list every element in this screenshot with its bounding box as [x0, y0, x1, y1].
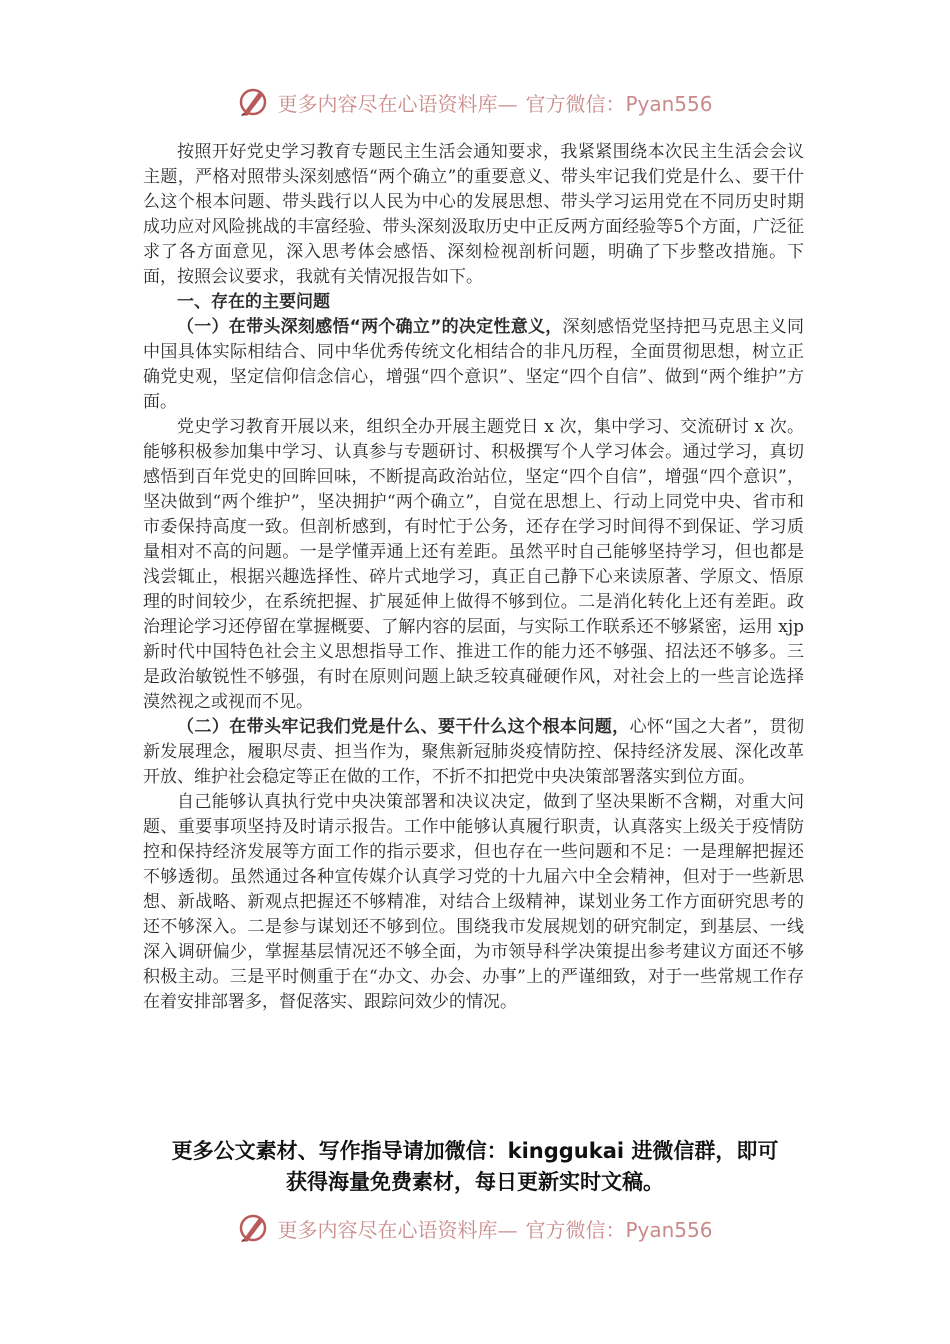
pen-in-circle-icon — [237, 1212, 269, 1244]
watermark-wechat: 官方微信：Pyan556 — [525, 1217, 713, 1242]
intro-paragraph: 按照开好党史学习教育专题民主生活会通知要求，我紧紧围绕本次民主生活会会议主题，严格对照带头深刻感悟“两个确立”的重要意义、带头牢记我们党是什么、要干什么这个根本问题、带头践行以人民为中心的发展思想、带头学习运用党在不同历史时期成功应对风险挑战的丰富经验、带头深刻汲取历史中正反两方面经验等5个方面，广泛征求了各方面意见，深入思考体会感悟、深刻检视剖析问题，明确了下步整改措施。下面，按照会议要求，我就有关情况报告如下。 — [143, 142, 804, 287]
promo-line-1: 更多公文素材、写作指导请加微信：kinggukai 进微信群，即可 — [171, 1139, 779, 1163]
document-body — [143, 140, 804, 1015]
promo-line-2: 获得海量免费素材，每日更新实时文稿。 — [286, 1170, 664, 1194]
item1-detail-paragraph: 党史学习教育开展以来，组织全办开展主题党日 x 次，集中学习、交流研讨 x 次。能够积极参加集中学习、认真参与专题研讨、积极撰写个人学习体会。通过学习，真切感悟到百年党史的回眸回味，不断提高政治站位，坚定“四个自信”，增强“四个意识”，坚决做到“两个维护”，坚决拥护“两个确立”，自觉在思想上、行动上同党中央、省市和市委保持高度一致。但剖析感到，有时忙于公务，还存在学习时间得不到保证、学习质量相对不高的问题。一是学懂弄通上还有差距。虽然平时自己能够坚持学习，但也都是浅尝辄止，根据兴趣选择性、碎片式地学习，真正自己静下心来读原著、学原文、悟原理的时间较少，在系统把握、扩展延伸上做得不够到位。二是消化转化上还有差距。政治理论学习还停留在掌握概要、了解内容的层面，与实际工作联系还不够紧密，运用 xjp 新时代中国特色社会主义思想指导工作、推进工作的能力还不够强、招法还不够多。三是政治敏锐性不够强，有时在原则问题上缺乏较真碰硬作风，对社会上的一些言论选择漠然视之或视而不见。 — [143, 417, 804, 712]
watermark-wechat: 官方微信：Pyan556 — [525, 91, 713, 116]
watermark-header — [0, 82, 950, 122]
item2-lead: （二）在带头牢记我们党是什么、要干什么这个根本问题， — [177, 717, 630, 737]
item1-lead: （一）在带头深刻感悟“两个确立”的决定性意义， — [177, 317, 563, 337]
item2-paragraph — [143, 715, 804, 790]
pen-in-circle-icon — [237, 86, 269, 118]
item2-text: 心怀“国之大者”，贯彻新发展理念，履职尽责、担当作为，聚焦新冠肺炎疫情防控、保持经济发展、深化改革开放、维护社会稳定等正在做的工作，不折不扣把党中央决策部署落实到位方面。 — [143, 717, 805, 787]
watermark-footer — [0, 1208, 950, 1248]
item1-paragraph — [143, 315, 804, 415]
promo-banner — [150, 1136, 800, 1198]
item2-detail-paragraph: 自己能够认真执行党中央决策部署和决议决定，做到了坚决果断不含糊，对重大问题、重要事项坚持及时请示报告。工作中能够认真履行职责，认真落实上级关于疫情防控和保持经济发展等方面工作的指示要求，但也存在一些问题和不足：一是理解把握还不够透彻。虽然通过各种宣传媒介认真学习党的十九届六中全会精神，但对于一些新思想、新战略、新观点把握还不够精准，对结合上级精神，谋划业务工作方面研究思考的还不够深入。二是参与谋划还不够到位。围绕我市发展规划的研究制定，到基层、一线深入调研偏少，掌握基层情况还不够全面，为市领导科学决策提出参考建议方面还不够积极主动。三是平时侧重于在“办文、办会、办事”上的严谨细致，对于一些常规工作存在着安排部署多，督促落实、跟踪问效少的情况。 — [143, 792, 804, 1012]
section-heading: 一、存在的主要问题 — [177, 292, 330, 312]
watermark-text: 更多内容尽在心语资料库— — [277, 91, 518, 116]
watermark-text: 更多内容尽在心语资料库— — [277, 1217, 518, 1242]
item1-text: 深刻感悟党坚持把马克思主义同中国具体实际相结合、同中华优秀传统文化相结合的非凡历程，全面贯彻思想，树立正确党史观，坚定信仰信念信心，增强“四个意识”、坚定“四个自信”、做到“两个维护”方面。 — [143, 317, 804, 412]
